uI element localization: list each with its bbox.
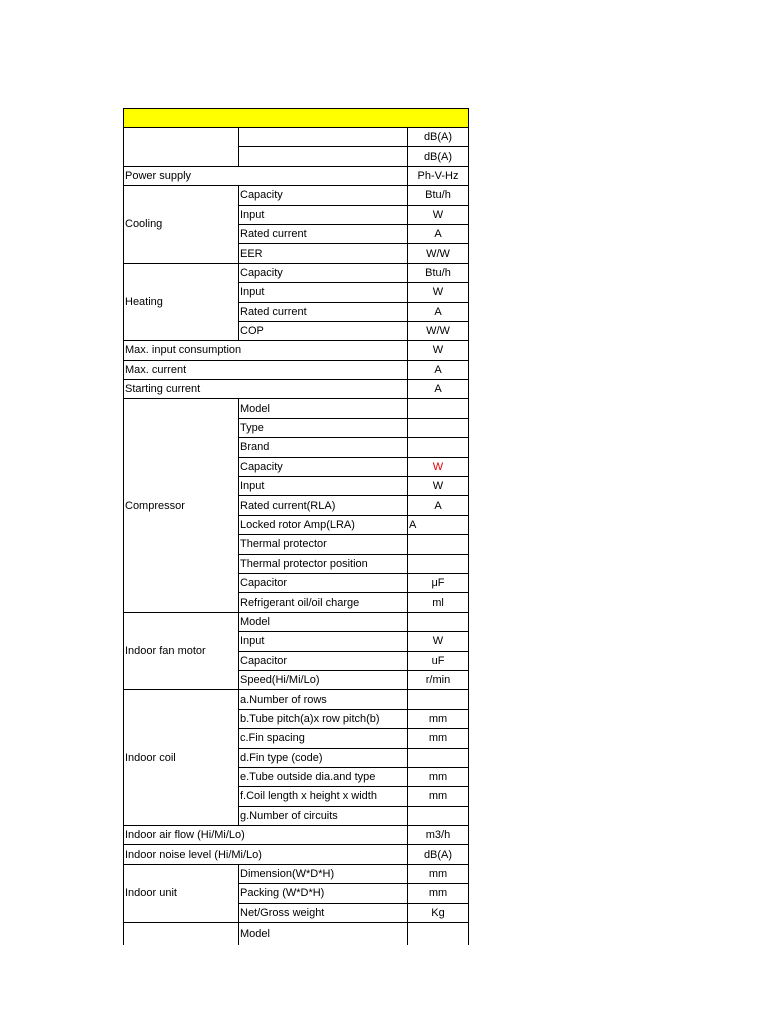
item-label: Max. current — [124, 360, 408, 379]
item-label: Input — [239, 283, 408, 302]
unit-cell: ml — [408, 593, 469, 612]
group-label-cell: Cooling — [124, 186, 239, 264]
table-row — [124, 341, 469, 360]
unit-cell — [408, 612, 469, 631]
unit-cell: A — [408, 224, 469, 243]
item-label: Indoor air flow (Hi/Mi/Lo) — [124, 826, 408, 845]
unit-cell: dB(A) — [408, 147, 469, 166]
unit-cell — [408, 690, 469, 709]
unit-cell: W — [408, 341, 469, 360]
unit-cell: mm — [408, 864, 469, 883]
unit-cell: dB(A) — [408, 845, 469, 864]
table-row — [124, 360, 469, 379]
unit-cell: mm — [408, 884, 469, 903]
unit-cell — [408, 806, 469, 825]
unit-cell: W — [408, 283, 469, 302]
unit-cell — [408, 554, 469, 573]
unit-cell: Ph-V-Hz — [408, 166, 469, 185]
table-row — [124, 864, 469, 883]
unit-cell — [408, 748, 469, 767]
item-label: Input — [239, 477, 408, 496]
item-label: c.Fin spacing — [239, 729, 408, 748]
item-label: g.Number of circuits — [239, 806, 408, 825]
item-label: Net/Gross weight — [239, 903, 408, 922]
unit-cell: W — [408, 205, 469, 224]
item-label: a.Number of rows — [239, 690, 408, 709]
group-label-cell: Indoor unit — [124, 864, 239, 922]
item-label — [239, 147, 408, 166]
group-label-cell — [124, 923, 239, 946]
unit-cell: A — [408, 496, 469, 515]
unit-cell: A — [408, 515, 469, 534]
item-label: COP — [239, 321, 408, 340]
unit-cell: μF — [408, 573, 469, 592]
item-label: Capacity — [239, 186, 408, 205]
item-label: e.Tube outside dia.and type — [239, 767, 408, 786]
item-label: Brand — [239, 438, 408, 457]
unit-cell: A — [408, 380, 469, 399]
table-row — [124, 186, 469, 205]
spec-sheet — [123, 108, 469, 945]
unit-cell — [408, 923, 469, 946]
item-label — [239, 128, 408, 147]
unit-cell: uF — [408, 651, 469, 670]
unit-cell: A — [408, 360, 469, 379]
item-label: Rated current — [239, 302, 408, 321]
item-label: Capacity — [239, 457, 408, 476]
unit-cell — [408, 535, 469, 554]
group-label-cell: Compressor — [124, 399, 239, 612]
item-label: Type — [239, 418, 408, 437]
unit-cell: dB(A) — [408, 128, 469, 147]
unit-cell: m3/h — [408, 826, 469, 845]
table-row — [124, 166, 469, 185]
spec-table — [123, 108, 469, 945]
table-row — [124, 923, 469, 946]
item-label: Rated current(RLA) — [239, 496, 408, 515]
table-row — [124, 399, 469, 418]
group-label-cell: Heating — [124, 263, 239, 341]
unit-cell: Btu/h — [408, 263, 469, 282]
unit-cell: mm — [408, 729, 469, 748]
header-cell — [124, 109, 469, 128]
item-label: Packing (W*D*H) — [239, 884, 408, 903]
item-label: f.Coil length x height x width — [239, 787, 408, 806]
item-label: Locked rotor Amp(LRA) — [239, 515, 408, 534]
unit-cell: mm — [408, 787, 469, 806]
unit-cell — [408, 438, 469, 457]
table-row — [124, 826, 469, 845]
item-label: Rated current — [239, 224, 408, 243]
item-label: Model — [239, 399, 408, 418]
item-label: Model — [239, 612, 408, 631]
unit-cell: W — [408, 477, 469, 496]
item-label: Refrigerant oil/oil charge — [239, 593, 408, 612]
group-label-cell — [124, 128, 239, 167]
item-label: Indoor noise level (Hi/Mi/Lo) — [124, 845, 408, 864]
item-label: Speed(Hi/Mi/Lo) — [239, 670, 408, 689]
item-label: b.Tube pitch(a)x row pitch(b) — [239, 709, 408, 728]
unit-cell: Kg — [408, 903, 469, 922]
unit-cell: A — [408, 302, 469, 321]
item-label: Thermal protector position — [239, 554, 408, 573]
unit-cell — [408, 399, 469, 418]
group-label-cell: Indoor fan motor — [124, 612, 239, 690]
unit-cell: W — [408, 632, 469, 651]
unit-cell: mm — [408, 767, 469, 786]
item-label: Dimension(W*D*H) — [239, 864, 408, 883]
unit-cell — [408, 418, 469, 437]
item-label: Power supply — [124, 166, 408, 185]
unit-cell: W — [408, 457, 469, 476]
item-label: Model — [239, 923, 408, 946]
item-label: Starting current — [124, 380, 408, 399]
item-label: Capacitor — [239, 573, 408, 592]
table-row — [124, 128, 469, 147]
item-label: Thermal protector — [239, 535, 408, 554]
unit-cell: mm — [408, 709, 469, 728]
item-label: Input — [239, 205, 408, 224]
unit-cell: r/min — [408, 670, 469, 689]
unit-cell: W/W — [408, 321, 469, 340]
table-row — [124, 690, 469, 709]
item-label: Capacity — [239, 263, 408, 282]
group-label-cell: Indoor coil — [124, 690, 239, 826]
table-row — [124, 380, 469, 399]
unit-cell: Btu/h — [408, 186, 469, 205]
table-row — [124, 612, 469, 631]
unit-cell: W/W — [408, 244, 469, 263]
header-row — [124, 109, 469, 128]
table-row — [124, 845, 469, 864]
item-label: Capacitor — [239, 651, 408, 670]
item-label: Input — [239, 632, 408, 651]
table-row — [124, 263, 469, 282]
item-label: Max. input consumption — [124, 341, 408, 360]
item-label: EER — [239, 244, 408, 263]
item-label: d.Fin type (code) — [239, 748, 408, 767]
